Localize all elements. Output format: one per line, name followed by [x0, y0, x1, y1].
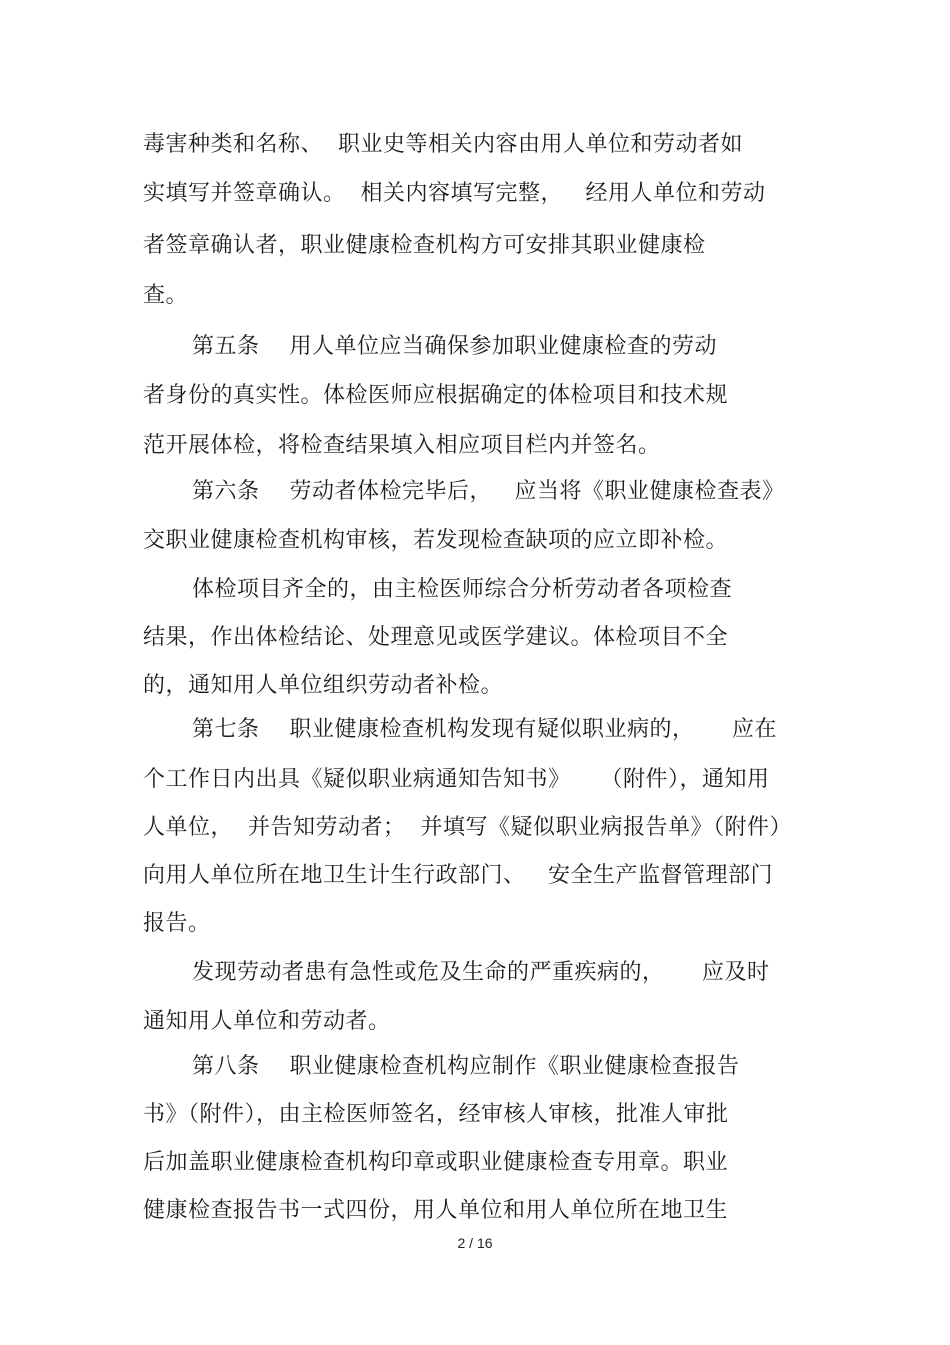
article-7-heading-line: 第七条 职业健康检查机构发现有疑似职业病的， 应在 [192, 717, 777, 742]
text-line-16: 向用人单位所在地卫生计生行政部门、 安全生产监督管理部门 [143, 863, 773, 888]
text-line-12: 的，通知用人单位组织劳动者补检。 [143, 673, 504, 698]
text-line-7: 范开展体检，将检查结果填入相应项目栏内并签名。 [143, 433, 661, 458]
text-line-23: 健康检查报告书一式四份，用人单位和用人单位所在地卫生 [143, 1198, 729, 1223]
text-line-21: 书》（附件），由主检医师签名，经审核人审核，批准人审批 [143, 1102, 729, 1127]
text-line-9: 交职业健康检查机构审核，若发现检查缺项的应立即补检。 [143, 528, 729, 553]
text-line-2: 实填写并签章确认。 相关内容填写完整， 经用人单位和劳动 [143, 181, 766, 206]
article-8-heading-line: 第八条 职业健康检查机构应制作《职业健康检查报告 [192, 1054, 740, 1079]
page-number: 2 / 16 [457, 1235, 493, 1251]
text-line-3: 者签章确认者，职业健康检查机构方可安排其职业健康检 [143, 233, 706, 258]
paragraph-start-line: 体检项目齐全的，由主检医师综合分析劳动者各项检查 [192, 577, 733, 602]
text-line-1: 毒害种类和名称、 职业史等相关内容由用人单位和劳动者如 [143, 132, 743, 157]
text-line-4: 查。 [143, 283, 189, 308]
text-line-11: 结果，作出体检结论、处理意见或医学建议。体检项目不全 [143, 625, 729, 650]
paragraph-start-line-2: 发现劳动者患有急性或危及生命的严重疾病的， 应及时 [192, 960, 770, 985]
text-line-19: 通知用人单位和劳动者。 [143, 1009, 391, 1034]
text-line-6: 者身份的真实性。体检医师应根据确定的体检项目和技术规 [143, 383, 729, 408]
text-line-17: 报告。 [143, 911, 211, 936]
text-line-14: 个工作日内出具《疑似职业病通知告知书》 （附件），通知用 [143, 767, 770, 792]
article-6-heading-line: 第六条 劳动者体检完毕后， 应当将《职业健康检查表》 [192, 479, 785, 504]
text-line-22: 后加盖职业健康检查机构印章或职业健康检查专用章。职业 [143, 1150, 729, 1175]
article-5-heading-line: 第五条 用人单位应当确保参加职业健康检查的劳动 [192, 334, 717, 359]
text-line-15: 人单位， 并告知劳动者； 并填写《疑似职业病报告单》（附件） [143, 815, 792, 840]
